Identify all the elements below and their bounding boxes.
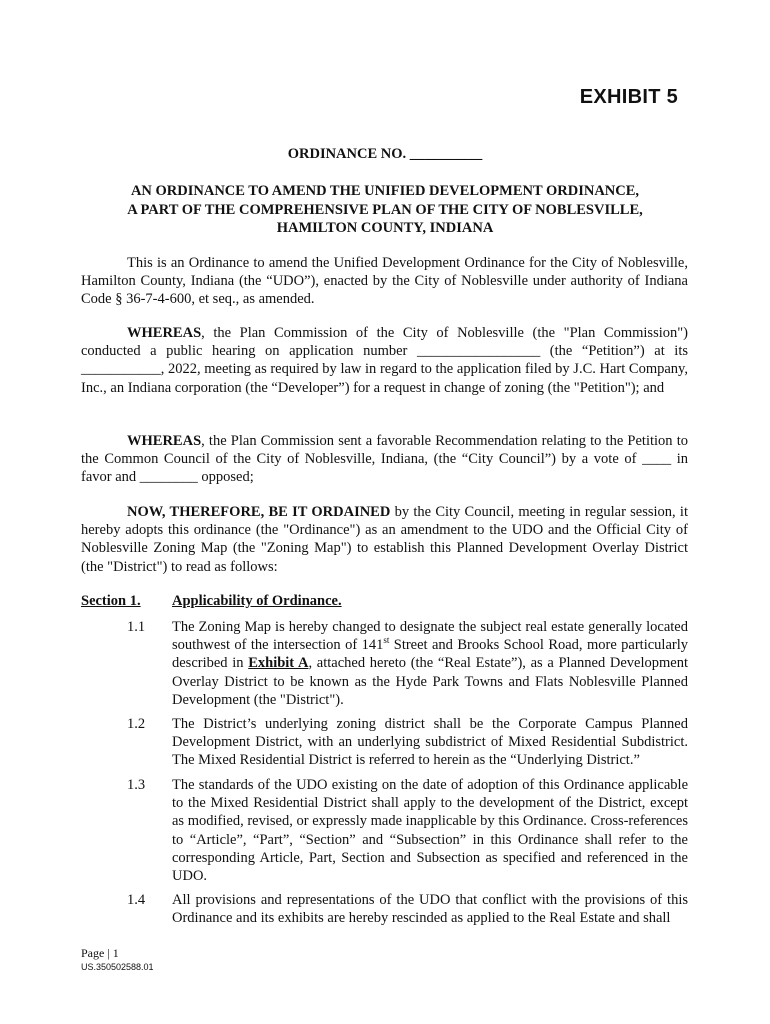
whereas-text: , the Plan Commission sent a favorable Recommendation relating to the Petition to the Common Council of the City of Noblesville, Indiana, (the “City Council”) by a vote of ____ in favor and ________ opposed;	[81, 433, 688, 486]
title-line: HAMILTON COUNTY, INDIANA	[276, 220, 494, 236]
section-number: Section 1.	[81, 593, 141, 609]
whereas-lead: WHEREAS	[127, 325, 202, 341]
item-text-part: Street and Brooks School Road, more particularly described in	[172, 637, 688, 672]
page-number: Page | 1	[81, 946, 119, 960]
ordinal-superscript: st	[383, 635, 390, 646]
ordinance-number: ORDINANCE NO. __________	[287, 146, 483, 162]
whereas-text: , the Plan Commission of the City of Noblesville (the "Plan Commission") conducted a public hearing on application number _________________ (the “Petition”) at its ___________, 2022, meeting as required by law in regard to the application filed by J.C. Hart Company, Inc., an Indiana corporation (the “Developer”) for a request in change of zoning (the "Petition"); and	[81, 325, 688, 396]
title-line: A PART OF THE COMPREHENSIVE PLAN OF THE CITY OF NOBLESVILLE,	[127, 201, 643, 218]
intro-paragraph: This is an Ordinance to amend the Unified Development Ordinance for the City of Noblesville, Hamilton County, Indiana (the “UDO”), enacted by the City of Noblesville under authority of Indiana Code § 36-7-4-600, et seq., as amended.	[81, 255, 688, 308]
item-text-part: , attached hereto (the “Real Estate”), as a Planned Development Overlay District to be known as the Hyde Park Towns and Flats Noblesville Planned Development (the "District").	[172, 655, 688, 708]
ordained-lead: NOW, THEREFORE, BE IT ORDAINED	[127, 504, 391, 520]
item-number: 1.2	[127, 716, 146, 732]
item-number: 1.4	[127, 892, 146, 908]
ordained-text: by the City Council, meeting in regular session, it hereby adopts this ordinance (the "Ordinance") as an amendment to the UDO and the Official City of Noblesville Zoning Map (the "Zoning Map") to establish this Planned Development Overlay District (the "District") to read as follows:	[81, 504, 688, 575]
now-therefore-paragraph	[81, 503, 688, 576]
whereas-lead: WHEREAS	[127, 433, 202, 449]
item-text: All provisions and representations of the UDO that conflict with the provisions of this Ordinance and its exhibits are hereby rescinded as applied to the Real Estate and shall	[172, 892, 688, 927]
ordinance-title	[80, 182, 690, 238]
whereas-paragraph-2	[81, 432, 688, 487]
document-id: US.350502588.01	[81, 962, 154, 972]
item-text	[172, 618, 688, 709]
item-text: The District’s underlying zoning district shall be the Corporate Campus Planned Development District, with an underlying subdistrict of Mixed Residential Subdistrict. The Mixed Residential District is referred to herein as the “Underlying District.”	[172, 716, 688, 769]
exhibit-label: EXHIBIT 5	[579, 86, 678, 108]
title-line: AN ORDINANCE TO AMEND THE UNIFIED DEVELOPMENT ORDINANCE,	[130, 183, 640, 199]
exhibit-a-reference: Exhibit A	[248, 655, 309, 672]
item-number: 1.3	[127, 777, 146, 793]
section-title: Applicability of Ordinance.	[172, 593, 342, 609]
item-text-part: The Zoning Map is hereby changed to designate the subject real estate generally located southwest of the intersection of 141	[172, 619, 688, 654]
item-number: 1.1	[127, 619, 146, 635]
whereas-paragraph-1	[81, 324, 688, 397]
item-text: The standards of the UDO existing on the date of adoption of this Ordinance applicable to the Mixed Residential District shall apply to the development of the District, except as modified, revised, or expressly made inapplicable by this Ordinance. Cross-references to “Article”, “Part”, “Section” and “Subsection” in this Ordinance shall refer to the corresponding Article, Part, Section and Subsection as specified and referenced in the UDO.	[172, 777, 688, 885]
